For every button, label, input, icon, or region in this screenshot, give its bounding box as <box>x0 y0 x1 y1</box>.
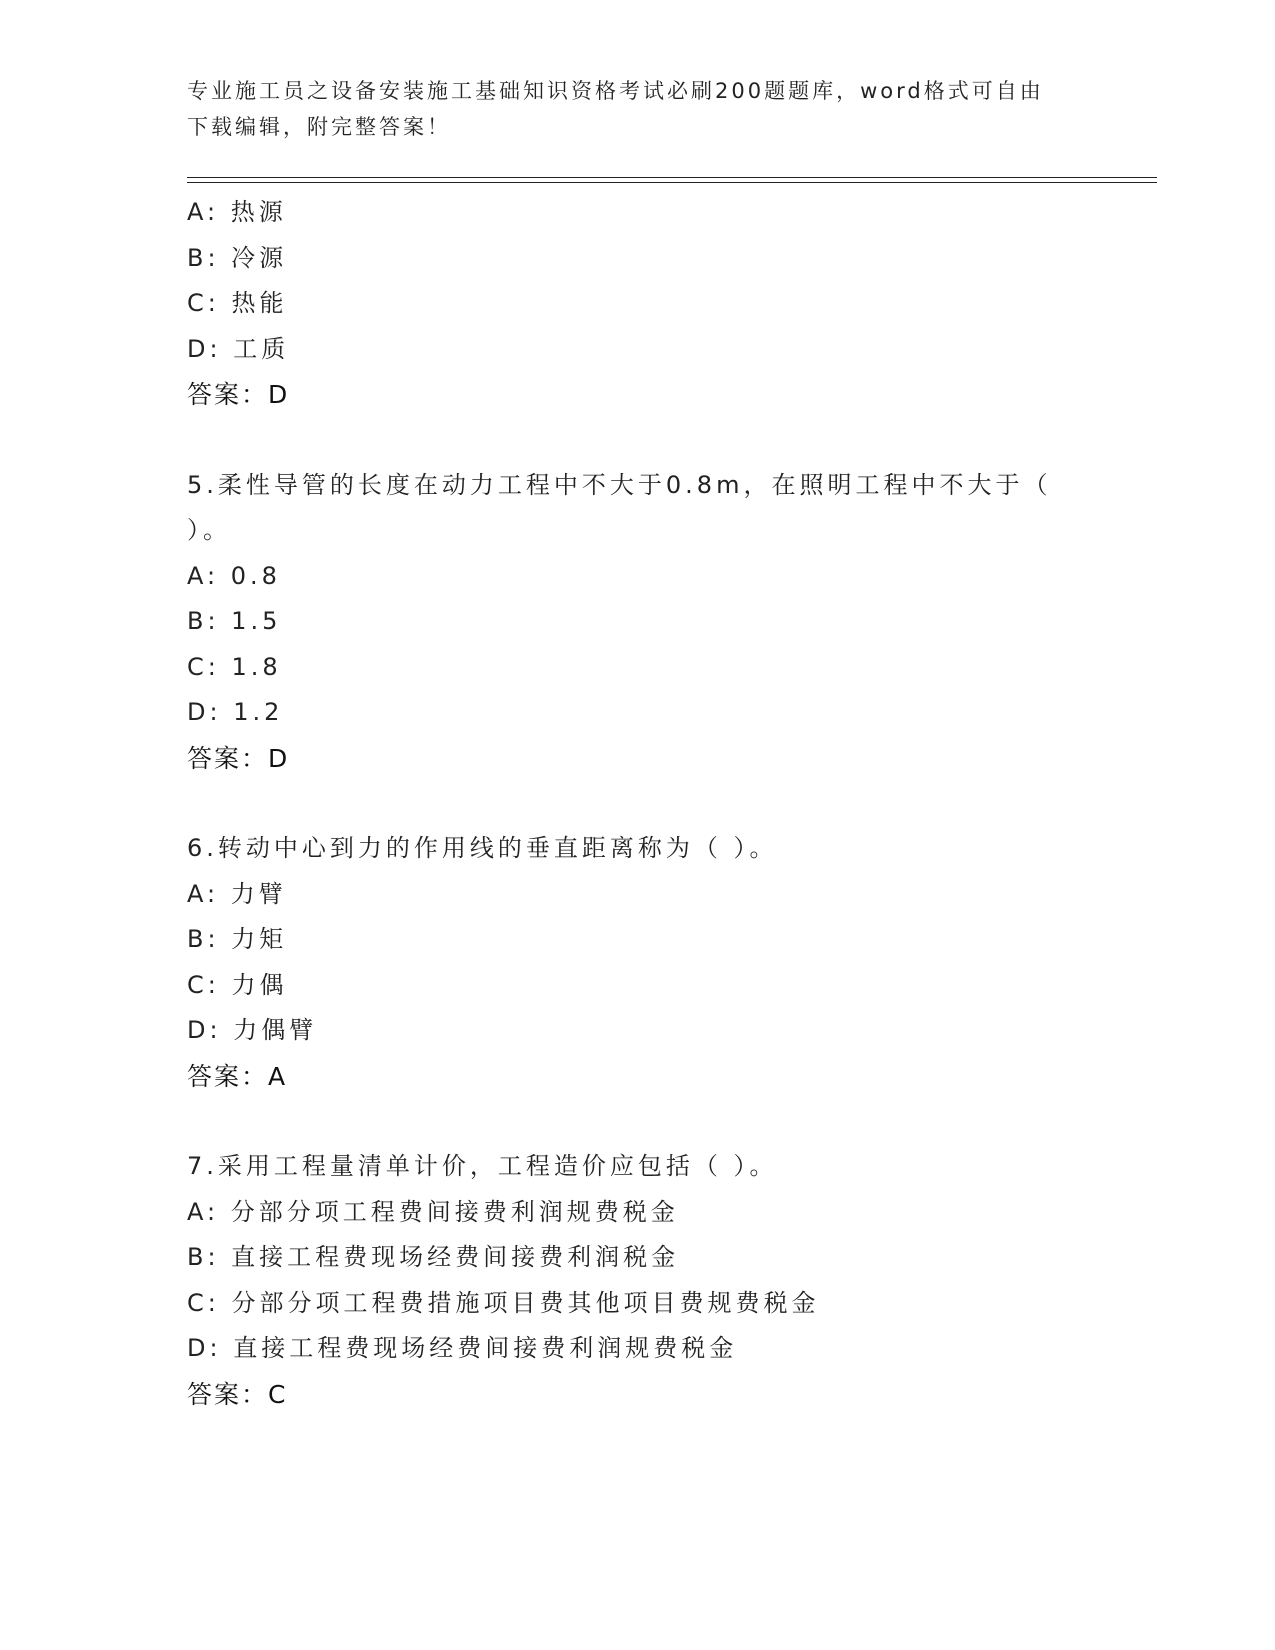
option-c: C: 力偶 <box>187 970 288 999</box>
option-b: B: 冷源 <box>187 243 288 272</box>
option-d: D: 工质 <box>187 334 290 363</box>
question-text: 6.转动中心到力的作用线的垂直距离称为（ ）。 <box>187 834 778 862</box>
question-text: 7.采用工程量清单计价，工程造价应包括（ ）。 <box>187 1152 778 1180</box>
option-a: A: 分部分项工程费间接费利润规费税金 <box>187 1197 679 1226</box>
spacer <box>187 781 1087 826</box>
question-text-line-1: 5.柔性导管的长度在动力工程中不大于0.8m，在照明工程中不大于（ <box>187 470 1052 499</box>
question-block-7 <box>187 1144 1087 1417</box>
option-c: C: 1.8 <box>187 652 282 681</box>
option-a: A: 0.8 <box>187 561 281 590</box>
option-b: B: 直接工程费现场经费间接费利润税金 <box>187 1243 680 1271</box>
option-c: C: 热能 <box>187 289 288 317</box>
question-block-5 <box>187 463 1087 782</box>
question-list <box>187 190 1087 1417</box>
header-line-1: 专业施工员之设备安装施工基础知识资格考试必刷200题题库，word格式可自由 <box>187 79 1044 103</box>
answer-label: 答案：D <box>187 743 290 773</box>
option-d: D: 力偶臂 <box>187 1016 318 1044</box>
header-divider-bottom <box>187 182 1157 183</box>
option-d: D: 1.2 <box>187 698 284 726</box>
option-a: A: 力臂 <box>187 879 287 908</box>
option-b: B: 1.5 <box>187 607 282 635</box>
document-header <box>187 73 1067 145</box>
answer-label: 答案：C <box>187 1379 288 1409</box>
option-b: B: 力矩 <box>187 925 288 953</box>
option-c: C: 分部分项工程费措施项目费其他项目费规费税金 <box>187 1288 820 1317</box>
spacer <box>187 418 1087 463</box>
answer-label: 答案：A <box>187 1061 288 1091</box>
question-text-line-2: ）。 <box>187 516 231 544</box>
spacer <box>187 1099 1087 1144</box>
option-a: A: 热源 <box>187 198 287 226</box>
question-block-4 <box>187 190 1087 418</box>
answer-label: 答案：D <box>187 380 290 409</box>
question-block-6 <box>187 826 1087 1099</box>
header-divider-top <box>187 177 1157 178</box>
option-d: D: 直接工程费现场经费间接费利润规费税金 <box>187 1334 738 1362</box>
header-line-2: 下载编辑，附完整答案！ <box>187 115 451 139</box>
